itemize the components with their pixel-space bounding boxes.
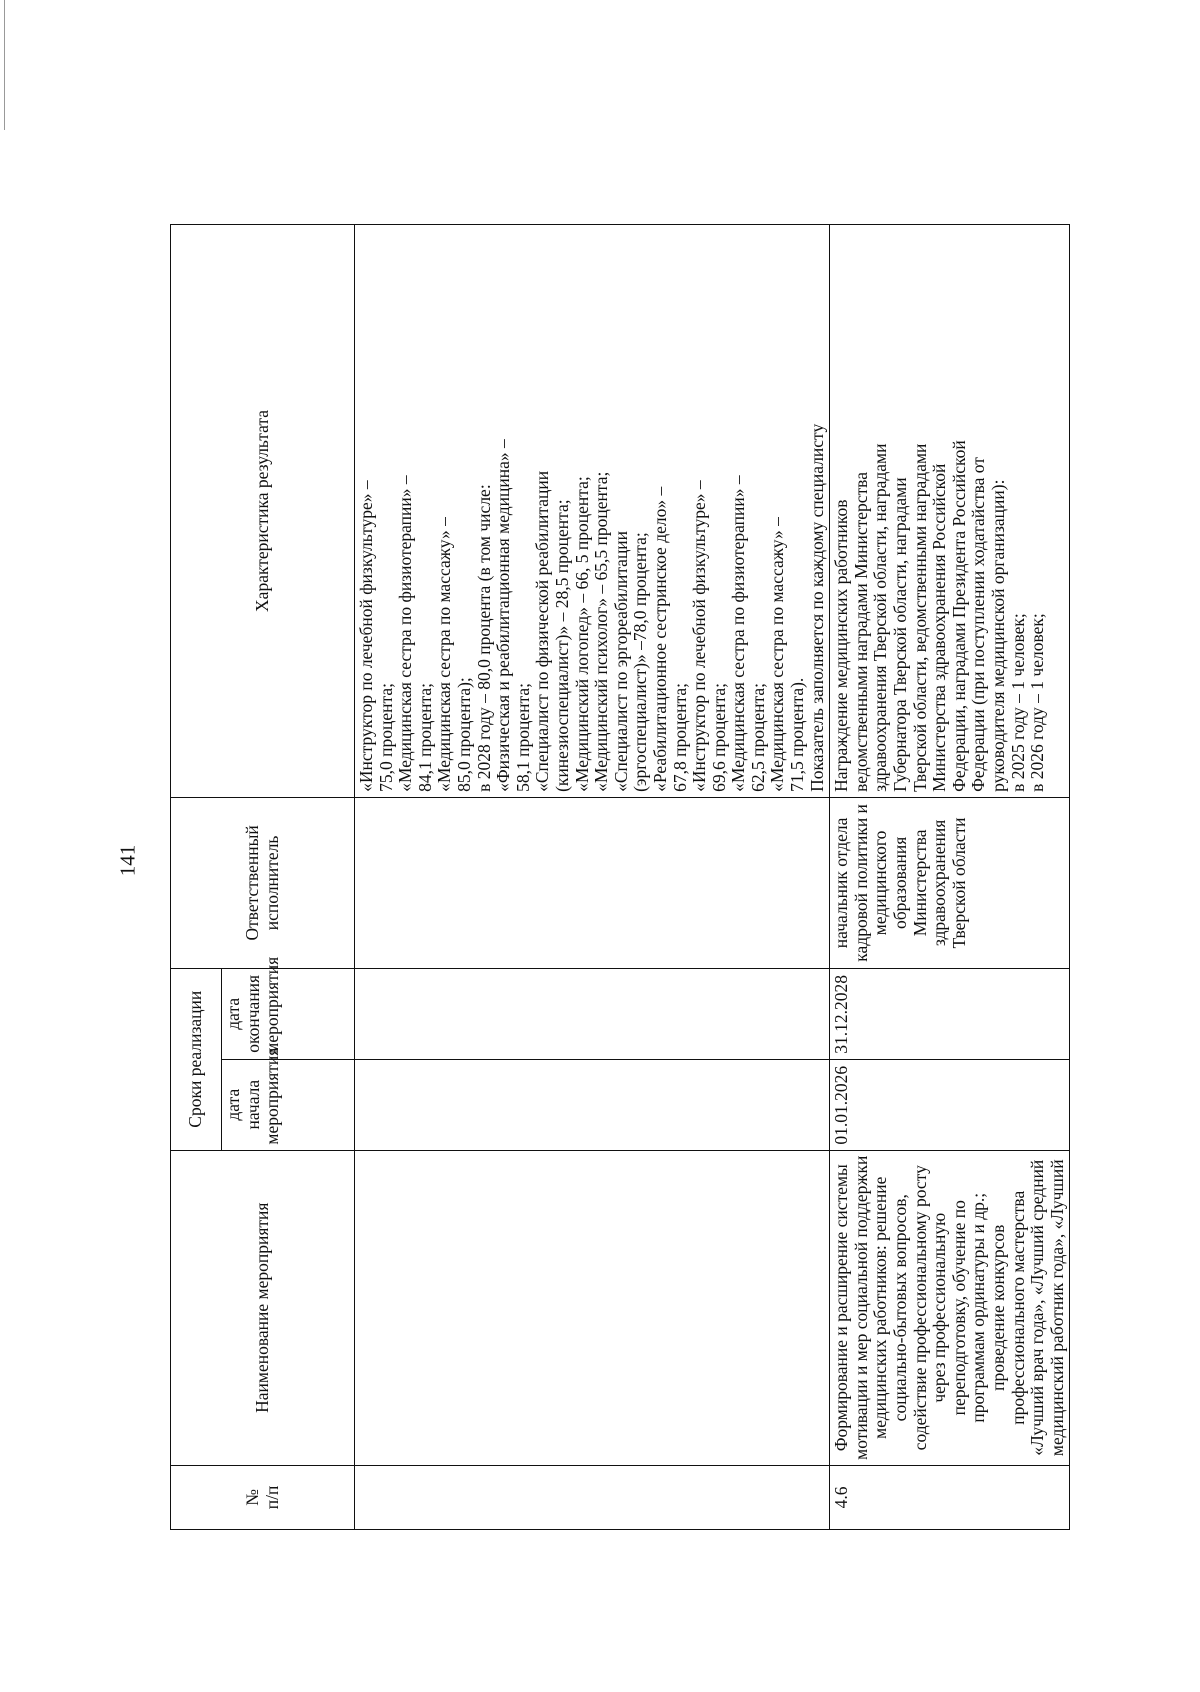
header-executor: Ответственный исполнитель bbox=[171, 797, 355, 968]
header-end: дата окончания мероприятия bbox=[222, 968, 355, 1059]
result-line: здравоохранения Тверской области, наградами bbox=[870, 443, 891, 792]
result-line: Тверской области, ведомственными наградами bbox=[909, 443, 930, 792]
result-line: в 2026 году – 1 человек; bbox=[1027, 613, 1048, 792]
rotated-table-container bbox=[170, 224, 1120, 1530]
result-line: Федерации, наградами Президента Российской bbox=[948, 440, 969, 792]
result-line: 67,8 процента; bbox=[669, 683, 690, 792]
measures-table bbox=[170, 224, 1070, 1530]
cell-num-empty bbox=[355, 1465, 830, 1529]
cell-result bbox=[830, 225, 1070, 798]
cell-executor: начальник отдела кадровой политики и медицинского образования Министерства здравоохранения Тверской области bbox=[830, 797, 1070, 968]
cell-start-empty bbox=[355, 1059, 830, 1150]
cell-result-continuation bbox=[355, 225, 830, 798]
table-row bbox=[830, 225, 1070, 1530]
result-line: (эргоспециалист)» –78,0 процента; bbox=[630, 532, 651, 792]
scan-edge-line bbox=[0, 0, 5, 130]
result-line: «Специалист по физической реабилитации bbox=[532, 470, 553, 792]
cell-num: 4.6 bbox=[830, 1465, 1070, 1529]
result-line: Награждение медицинских работников bbox=[831, 499, 852, 792]
cell-start: 01.01.2026 bbox=[830, 1059, 1070, 1150]
result-line: «Медицинская сестра по физиотерапии» – bbox=[395, 475, 416, 792]
cell-end-empty bbox=[355, 968, 830, 1059]
result-line: Федерации (при поступлении ходатайства от bbox=[968, 457, 989, 792]
header-name: Наименование мероприятия bbox=[171, 1150, 355, 1465]
result-line: «Инструктор по лечебной физкультуре» – bbox=[689, 480, 710, 792]
result-line: «Медицинский психолог» – 65,5 процента; bbox=[591, 471, 612, 792]
result-line: «Инструктор по лечебной физкультуре» – bbox=[356, 480, 376, 792]
result-line: 84,1 процента; bbox=[414, 683, 435, 792]
result-line: «Медицинский логопед» – 66, 5 процента; bbox=[571, 476, 592, 792]
result-line: «Специалист по эргореабилитации bbox=[610, 530, 631, 792]
result-line: 71,5 процента). bbox=[787, 677, 808, 792]
cell-name: Формирование и расширение системы мотивации и мер социальной поддержки медицинских работников: решение социально-бытовых вопросов, содействие профессиональному росту через профессиональную переподготовку, обучение по программам ординатуры и др.; проведение конкурсов профессионального мастерства «Лучший врач года», «Лучший средний медицинский работник года», «Лучший bbox=[830, 1150, 1070, 1465]
result-line: «Реабилитационное сестринское дело» – bbox=[649, 486, 670, 792]
result-line: Губернатора Тверской области, наградами bbox=[890, 477, 911, 792]
header-num: № п/п bbox=[171, 1465, 355, 1529]
result-line: руководителя медицинской организации): bbox=[988, 479, 1008, 792]
header-start: дата начала мероприятия bbox=[222, 1059, 355, 1150]
result-line: 62,5 процента; bbox=[747, 683, 768, 792]
result-line: 85,0 процента); bbox=[453, 677, 474, 792]
result-line: «Медицинская сестра по массажу» – bbox=[434, 517, 455, 792]
cell-name-empty bbox=[355, 1150, 830, 1465]
table-row bbox=[355, 225, 830, 1530]
result-line: «Физическая и реабилитационная медицина» – bbox=[493, 439, 514, 792]
result-line: Показатель заполняется по каждому специалисту bbox=[806, 423, 827, 792]
header-result: Характеристика результата bbox=[171, 225, 355, 798]
cell-executor-empty bbox=[355, 797, 830, 968]
result-line: в 2028 году – 80,0 процента (в том числе: bbox=[473, 484, 494, 792]
result-line: «Медицинская сестра по физиотерапии» – bbox=[728, 475, 749, 792]
result-line: 58,1 процента; bbox=[512, 683, 533, 792]
result-line: в 2025 году – 1 человек; bbox=[1007, 613, 1028, 792]
result-line: (кинезиоспециалист)» – 28,5 процента; bbox=[551, 499, 572, 792]
result-line: ведомственными наградами Министерства bbox=[850, 472, 871, 792]
result-line: Министерства здравоохранения Российской bbox=[929, 463, 950, 792]
result-line: «Медицинская сестра по массажу» – bbox=[767, 517, 788, 792]
result-line: 69,6 процента; bbox=[708, 683, 729, 792]
page-number: 141 bbox=[115, 844, 140, 876]
header-terms: Сроки реализации bbox=[171, 968, 222, 1150]
cell-end: 31.12.2028 bbox=[830, 968, 1070, 1059]
result-line: 75,0 процента; bbox=[375, 683, 396, 792]
